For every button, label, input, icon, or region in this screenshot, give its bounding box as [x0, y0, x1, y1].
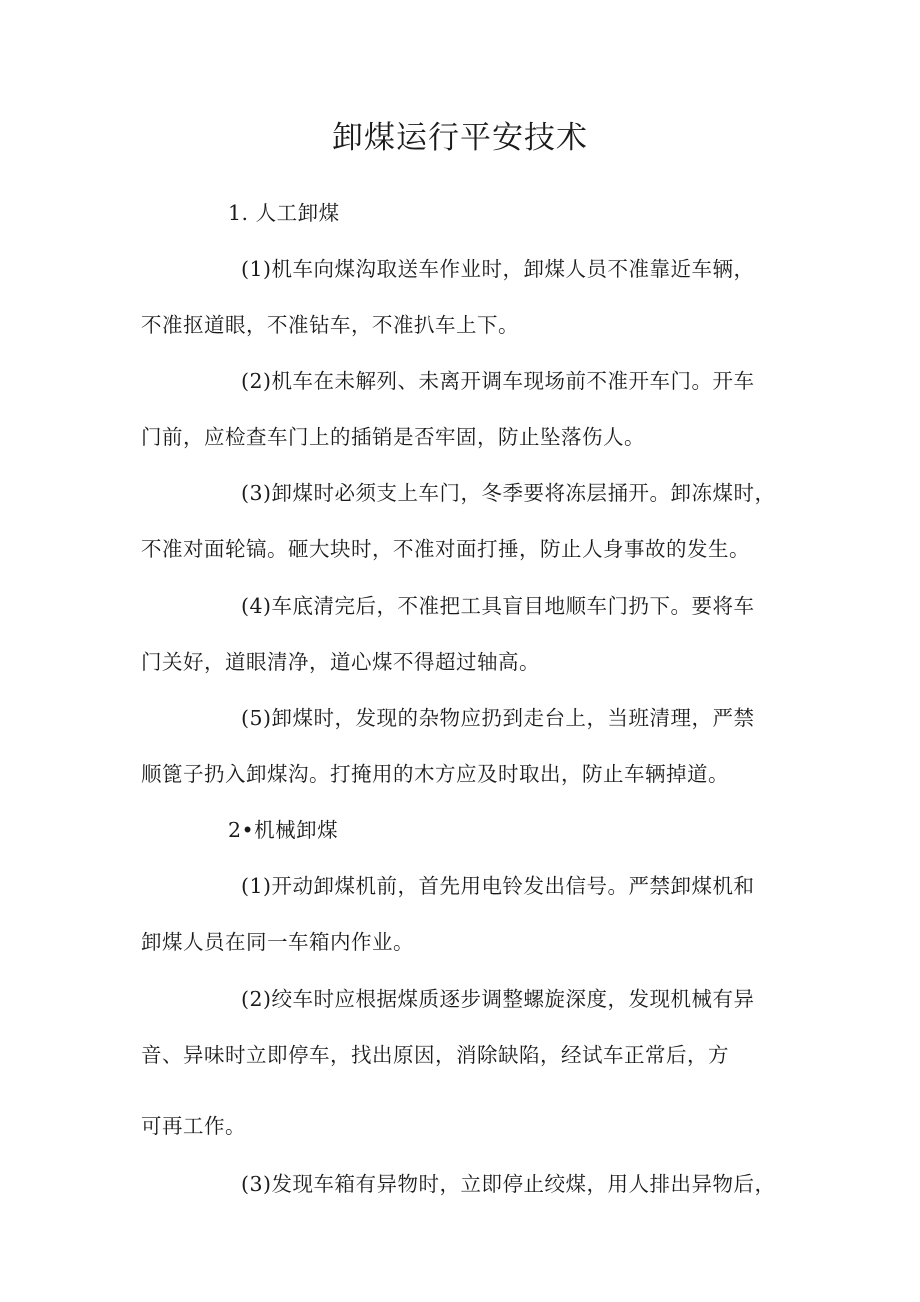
paragraph-line: (2)机车在未解列、未离开调车现场前不准开车门。开车 — [241, 369, 755, 393]
paragraph-line: (5)卸煤时，发现的杂物应扔到走台上，当班清理，严禁 — [241, 706, 755, 730]
paragraph-line: 音、异味时立即停车，找出原因，消除缺陷，经试车正常后，方 — [141, 1043, 729, 1067]
paragraph-line: 不准抠道眼，不准钻车，不准扒车上下。 — [141, 313, 519, 337]
paragraph-line: 顺篦子扔入卸煤沟。打掩用的木方应及时取出，防止车辆掉道。 — [141, 762, 729, 786]
paragraph-line: (1)开动卸煤机前，首先用电铃发出信号。严禁卸煤机和 — [241, 874, 755, 898]
paragraph-line: 门关好，道眼清净，道心煤不得超过轴高。 — [141, 650, 540, 674]
paragraph-line: (2)绞车时应根据煤质逐步调整螺旋深度，发现机械有异 — [241, 987, 755, 1011]
paragraph-line: (1)机车向煤沟取送车作业时，卸煤人员不准靠近车辆， — [241, 257, 755, 281]
paragraph-line: (4)车底清完后，不准把工具盲目地顺车门扔下。要将车 — [241, 594, 755, 618]
paragraph-line: 门前，应检查车门上的插销是否牢固，防止坠落伤人。 — [141, 425, 645, 449]
section-heading-mechanical-unloading: 2•机械卸煤 — [228, 818, 339, 842]
paragraph-line: 卸煤人员在同一车箱内作业。 — [141, 930, 414, 954]
section-heading-manual-unloading: 1. 人工卸煤 — [228, 201, 340, 225]
paragraph-line: (3)发现车箱有异物时，立即停止绞煤，用人排出异物后， — [241, 1172, 776, 1196]
paragraph-line: 不准对面轮镐。砸大块时，不准对面打捶，防止人身事故的发生。 — [141, 537, 750, 561]
paragraph-line: 可再工作。 — [141, 1114, 246, 1138]
document-title: 卸煤运行平安技术 — [332, 120, 588, 156]
paragraph-line: (3)卸煤时必须支上车门，冬季要将冻层捅开。卸冻煤时， — [241, 481, 776, 505]
